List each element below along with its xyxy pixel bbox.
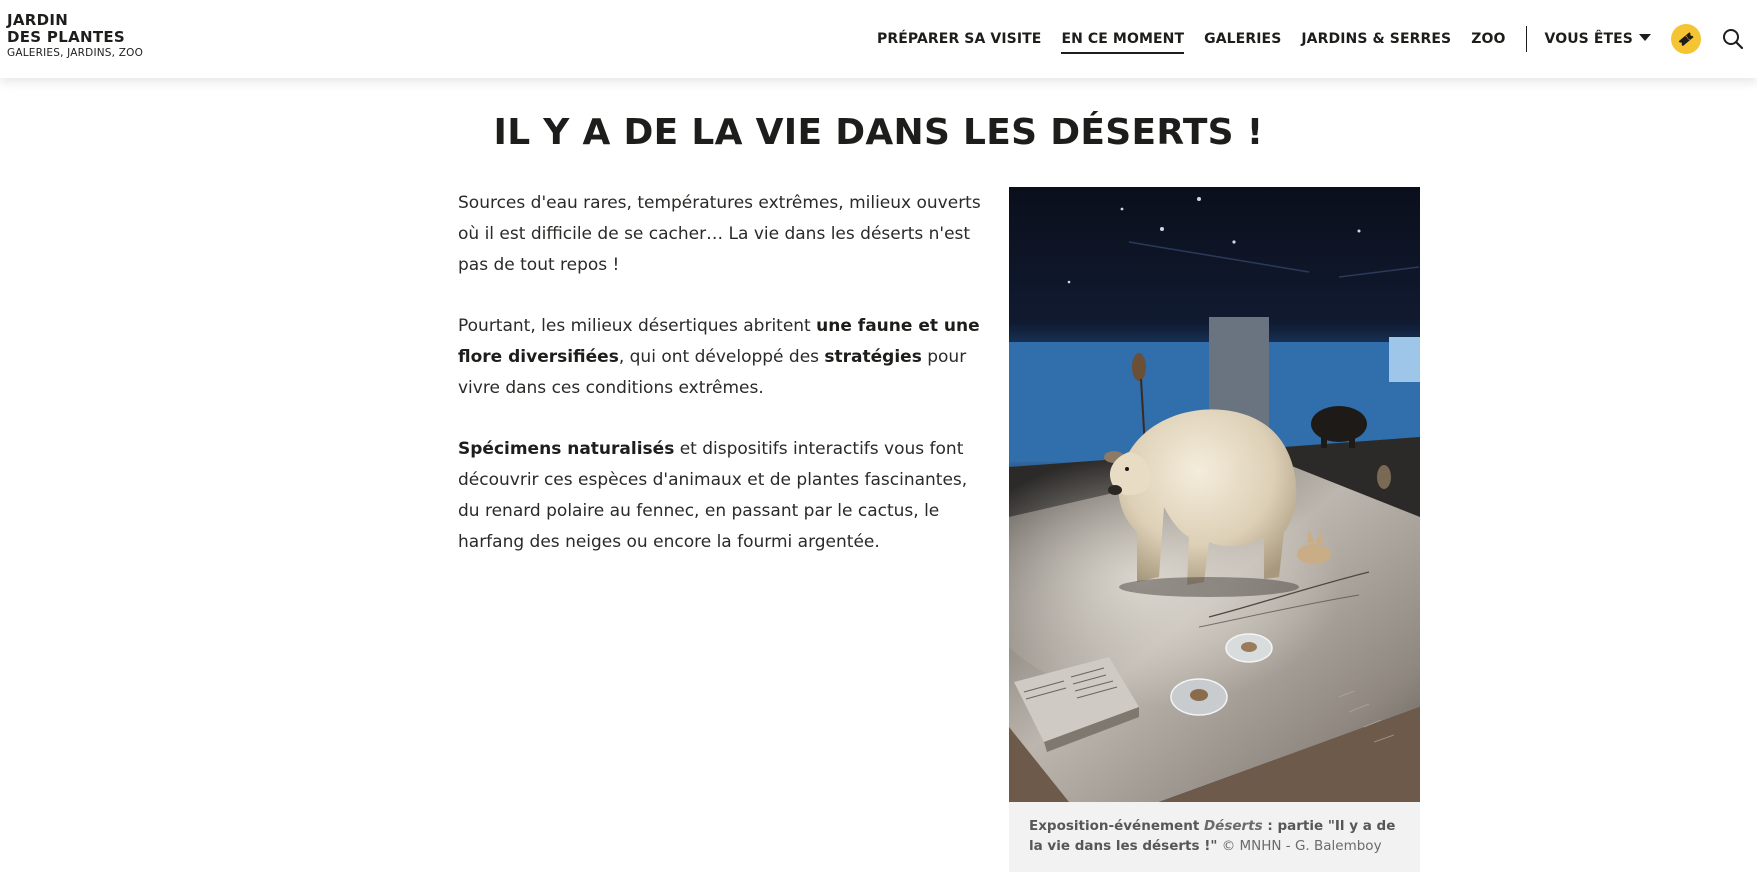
photo-caption (1009, 802, 1420, 872)
paragraph-1: Sources d'eau rares, températures extrêmes, milieux ouverts où il est difficile de se cacher… La vie dans les déserts n'est pas de tout repos ! (458, 193, 981, 275)
ticket-icon (1677, 30, 1695, 48)
site-logo[interactable] (7, 13, 143, 59)
site-header (0, 0, 1757, 78)
paragraph-3 (458, 434, 988, 558)
nav-divider (1526, 26, 1527, 52)
ticket-button[interactable] (1671, 24, 1701, 54)
p2-bold-faune-flore: une faune et une flore diversifiées (458, 316, 980, 367)
exhibit-photo-polar-bear[interactable] (1009, 187, 1420, 802)
logo-tagline: GALERIES, JARDINS, ZOO (7, 47, 144, 59)
caption-italic-deserts: Déserts (1203, 818, 1263, 834)
nav-item-jardins-serres[interactable]: JARDINS & SERRES (1301, 31, 1452, 47)
vous-etes-label: VOUS ÊTES (1544, 31, 1633, 47)
nav-item-en-ce-moment[interactable]: EN CE MOMENT (1061, 31, 1185, 47)
nav-item-galeries[interactable]: GALERIES (1204, 31, 1282, 47)
caret-down-icon (1639, 34, 1651, 41)
caption-text-c: : partie "Il y a de la vie dans les déserts !" (1029, 818, 1396, 854)
search-icon (1722, 28, 1744, 50)
p2-text-c: , qui ont développé des (618, 347, 825, 367)
logo-line-2: DES PLANTES (7, 28, 126, 46)
p2-bold-strategies: stratégies (824, 347, 922, 367)
article-text (458, 188, 988, 588)
nav-item-preparer-sa-visite[interactable]: PRÉPARER SA VISITE (876, 31, 1042, 47)
logo-line-1: JARDIN (7, 11, 69, 29)
caption-text-a: Exposition-événement (1029, 818, 1204, 834)
main-nav (877, 0, 1757, 78)
search-button[interactable] (1721, 27, 1745, 51)
nav-item-vous-etes[interactable] (1545, 31, 1651, 47)
paragraph-2 (458, 311, 988, 404)
exhibit-figure (1009, 187, 1420, 872)
p2-text-a: Pourtant, les milieux désertiques abritent (458, 316, 817, 336)
caption-credit: © MNHN - G. Balemboy (1217, 838, 1382, 854)
nav-item-zoo[interactable]: ZOO (1471, 31, 1506, 47)
p3-text-b: et dispositifs interactifs vous font découvrir ces espèces d'animaux et de plantes fascinantes, du renard polaire au fennec, en passant par le cactus, le harfang des neiges ou encore la fourmi argentée. (458, 439, 968, 552)
p3-bold-specimens: Spécimens naturalisés (458, 439, 675, 459)
p2-text-e: pour vivre dans ces conditions extrêmes. (458, 347, 967, 398)
page-title: IL Y A DE LA VIE DANS LES DÉSERTS ! (493, 112, 1264, 153)
